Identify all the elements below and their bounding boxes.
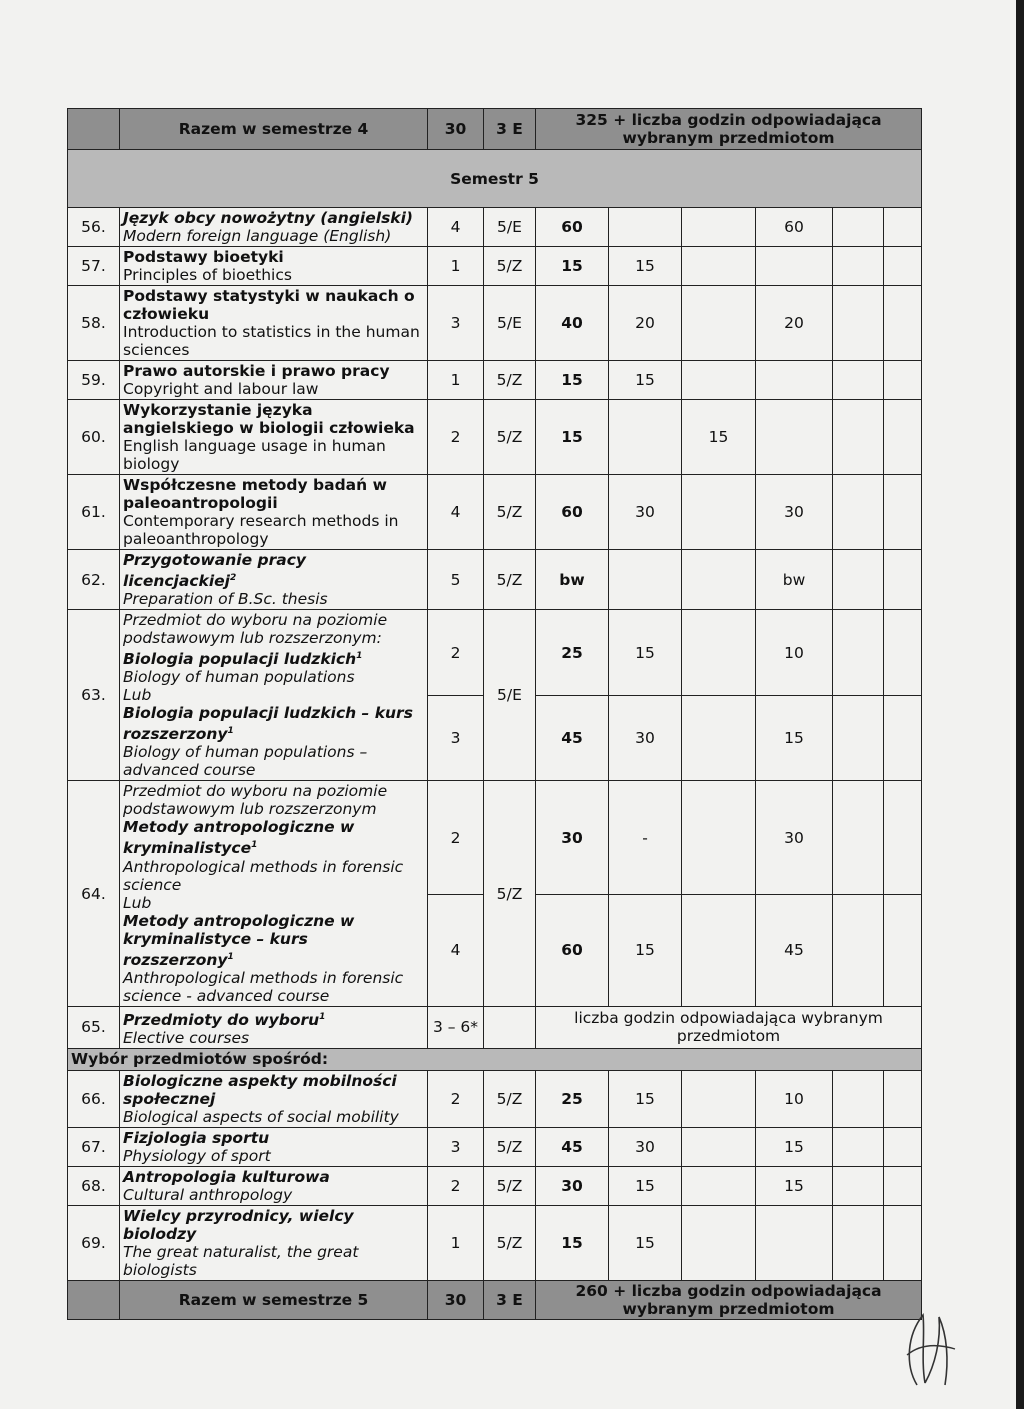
class-hours-cell: [682, 361, 756, 400]
total-hours-cell: 15: [536, 361, 609, 400]
course-name-pl-text: Przedmioty do wyboru: [123, 1010, 320, 1029]
semester-form-cell: 5/Z: [484, 1166, 536, 1205]
class-hours-cell: [682, 1205, 756, 1280]
ects-cell: 1: [428, 361, 484, 400]
lab-hours-cell: 10: [756, 610, 833, 696]
lecture-hours-cell: 30: [609, 1127, 682, 1166]
lecture-hours-cell: 20: [609, 286, 682, 361]
course-row: [68, 286, 922, 361]
ects-cell: 1: [428, 1205, 484, 1280]
lecture-hours-cell: 15: [609, 895, 682, 1007]
course-row: [68, 475, 922, 550]
semester-form-cell: 5/Z: [484, 550, 536, 610]
empty-cell: [884, 895, 922, 1007]
course-row: [68, 247, 922, 286]
semester-form-cell: 5/Z: [484, 781, 536, 1006]
total-hours-cell: 40: [536, 286, 609, 361]
empty-cell: [682, 550, 756, 610]
course-row: [68, 550, 922, 610]
course-name-pl-text: Metody antropologiczne w kryminalistyce: [123, 818, 355, 858]
empty-cell: [682, 610, 756, 696]
course-name-en: Copyright and labour law: [123, 380, 319, 398]
course-name-pl: Podstawy statystyki w naukach o człowieku: [123, 287, 415, 323]
course-name: [120, 1166, 428, 1205]
semester-form-cell: 5/Z: [484, 1070, 536, 1127]
semester-header: Semestr 5: [68, 150, 922, 208]
semester-form-cell: 5/Z: [484, 247, 536, 286]
choice-course-row: [68, 610, 922, 696]
ects-cell: 4: [428, 208, 484, 247]
empty-cell: [833, 361, 884, 400]
class-hours-cell: [682, 247, 756, 286]
course-name-pl-text: Biologia populacji ludzkich – kurs rozszerzony: [123, 704, 413, 744]
empty-cell: [884, 475, 922, 550]
course-name: [120, 400, 428, 475]
ects-cell: 3: [428, 1127, 484, 1166]
empty-cell: [884, 286, 922, 361]
empty-cell: [833, 1205, 884, 1280]
choice-course-row: [68, 781, 922, 895]
footnote-marker: 1: [227, 951, 234, 962]
empty-cell: [682, 895, 756, 1007]
course-name-en: Anthropological methods in forensic science - advanced course: [123, 968, 404, 1005]
lab-hours-cell: [756, 361, 833, 400]
lab-hours-cell: 15: [756, 1127, 833, 1166]
class-hours-cell: [682, 286, 756, 361]
course-row: [68, 1127, 922, 1166]
course-row: [68, 361, 922, 400]
semester-form-cell: 5/Z: [484, 400, 536, 475]
total-hours-cell: 15: [536, 1205, 609, 1280]
choice-intro: Przedmiot do wyboru na poziomie podstawowym lub rozszerzonym:: [123, 611, 388, 648]
course-name-pl: [123, 912, 424, 969]
empty-cell: [833, 1127, 884, 1166]
lab-hours-cell: 45: [756, 895, 833, 1007]
semester-form-cell: 5/Z: [484, 361, 536, 400]
empty-cell: [884, 400, 922, 475]
lab-hours-cell: 20: [756, 286, 833, 361]
course-name-pl-text: Metody antropologiczne w kryminalistyce – kurs rozszerzony: [123, 911, 355, 969]
semester-5-total-row: [68, 1280, 922, 1319]
course-row: [68, 1070, 922, 1127]
ects-cell: 2: [428, 400, 484, 475]
course-name: [120, 247, 428, 286]
empty-cell: [609, 550, 682, 610]
ects-cell: 3: [428, 286, 484, 361]
ects-cell: 1: [428, 247, 484, 286]
empty-cell: [68, 1280, 120, 1319]
row-number: 68.: [68, 1166, 120, 1205]
course-name-pl: Współczesne metody badań w paleoantropologii: [123, 476, 387, 512]
semester-form-cell: 5/E: [484, 610, 536, 781]
empty-cell: [484, 1006, 536, 1048]
course-row: [68, 400, 922, 475]
semester-form-cell: 5/E: [484, 286, 536, 361]
empty-cell: [833, 550, 884, 610]
class-hours-cell: 15: [682, 400, 756, 475]
course-name-en: Biology of human populations: [123, 668, 355, 687]
course-name: [120, 1205, 428, 1280]
scan-page-edge: [1016, 0, 1024, 1409]
empty-cell: [884, 1205, 922, 1280]
semester-form-cell: 5/Z: [484, 1205, 536, 1280]
course-name-pl: Fizjologia sportu: [123, 1128, 270, 1147]
row-number: 67.: [68, 1127, 120, 1166]
course-row: [68, 1166, 922, 1205]
ects-cell: 3 – 6*: [428, 1006, 484, 1048]
footnote-marker: 1: [227, 726, 234, 737]
course-name-en: Introduction to statistics in the human sciences: [123, 323, 420, 359]
empty-cell: [833, 610, 884, 696]
course-name-pl: [123, 704, 424, 743]
choice-header: Wybór przedmiotów spośród:: [68, 1048, 922, 1070]
lecture-hours-cell: -: [609, 781, 682, 895]
semester-total-label: Razem w semestrze 4: [120, 109, 428, 150]
total-hours-cell: bw: [536, 550, 609, 610]
semester-form-cell: 5/Z: [484, 475, 536, 550]
class-hours-cell: [682, 1127, 756, 1166]
empty-cell: [884, 1127, 922, 1166]
ects-cell: 4: [428, 895, 484, 1007]
lab-hours-cell: [756, 400, 833, 475]
empty-cell: [833, 475, 884, 550]
footnote-marker: 2: [229, 573, 237, 583]
ects-cell: 2: [428, 1166, 484, 1205]
or-label: Lub: [123, 686, 152, 705]
row-number: 57.: [68, 247, 120, 286]
empty-cell: [884, 550, 922, 610]
class-hours-cell: [682, 208, 756, 247]
lecture-hours-cell: [609, 400, 682, 475]
empty-cell: [833, 895, 884, 1007]
row-number: 60.: [68, 400, 120, 475]
empty-cell: [833, 781, 884, 895]
course-name-pl: Podstawy bioetyki: [123, 248, 284, 266]
row-number: 64.: [68, 781, 120, 1006]
empty-cell: [833, 400, 884, 475]
course-name-pl: Prawo autorskie i prawo pracy: [123, 362, 390, 380]
course-name: [120, 1070, 428, 1127]
course-name: [120, 286, 428, 361]
course-name-pl: Wykorzystanie języka angielskiego w biologii człowieka: [123, 401, 415, 437]
course-name-pl: Biologiczne aspekty mobilności społecznej: [123, 1071, 397, 1108]
semester-total-hours: 325 + liczba godzin odpowiadająca wybranym przedmiotom: [536, 109, 922, 150]
total-hours-cell: 25: [536, 1070, 609, 1127]
total-hours-cell: 25: [536, 610, 609, 696]
row-number: 61.: [68, 475, 120, 550]
lecture-hours-cell: 15: [609, 1205, 682, 1280]
ects-cell: 4: [428, 475, 484, 550]
total-hours-cell: 60: [536, 208, 609, 247]
course-row: [68, 208, 922, 247]
empty-cell: [884, 1166, 922, 1205]
lecture-hours-cell: 15: [609, 1166, 682, 1205]
lab-hours-cell: bw: [756, 550, 833, 610]
empty-cell: [833, 696, 884, 781]
empty-cell: [884, 696, 922, 781]
class-hours-cell: [682, 1070, 756, 1127]
course-name: [120, 1127, 428, 1166]
empty-cell: [884, 610, 922, 696]
course-name-en: English language usage in human biology: [123, 437, 386, 473]
course-name-en: The great naturalist, the great biologists: [123, 1242, 359, 1279]
row-number: 62.: [68, 550, 120, 610]
course-name-en: Modern foreign language (English): [123, 227, 392, 245]
handwritten-signature: [895, 1305, 965, 1390]
semester-4-total-row: [68, 109, 922, 150]
course-name-en: Biological aspects of social mobility: [123, 1107, 399, 1126]
course-name-en: Principles of bioethics: [123, 266, 292, 284]
empty-cell: [833, 286, 884, 361]
row-number: 63.: [68, 610, 120, 781]
empty-cell: [884, 1070, 922, 1127]
course-name: [120, 550, 428, 610]
class-hours-cell: [682, 1166, 756, 1205]
course-row: [68, 1205, 922, 1280]
course-name: [120, 208, 428, 247]
total-hours-cell: 15: [536, 400, 609, 475]
row-number: 69.: [68, 1205, 120, 1280]
semester-total-ects: 30: [428, 109, 484, 150]
course-name-en: Physiology of sport: [123, 1146, 271, 1165]
lab-hours-cell: 30: [756, 781, 833, 895]
course-name-pl: [123, 647, 424, 668]
footnote-marker: 1: [356, 651, 363, 662]
course-name: [120, 475, 428, 550]
empty-cell: [884, 361, 922, 400]
semester-total-label: Razem w semestrze 5: [120, 1280, 428, 1319]
course-name-en: Anthropological methods in forensic science: [123, 857, 404, 894]
empty-cell: [884, 781, 922, 895]
lab-hours-cell: 15: [756, 696, 833, 781]
empty-cell: [833, 1166, 884, 1205]
course-name-pl: [123, 818, 424, 857]
course-name-en: Cultural anthropology: [123, 1185, 293, 1204]
total-hours-cell: 15: [536, 247, 609, 286]
row-number: 66.: [68, 1070, 120, 1127]
choice-intro: Przedmiot do wyboru na poziomie podstawowym lub rozszerzonym: [123, 782, 388, 819]
row-number: 58.: [68, 286, 120, 361]
semester-form-cell: 5/E: [484, 208, 536, 247]
course-name-pl: Wielcy przyrodnicy, wielcy biolodzy: [123, 1206, 354, 1243]
ects-cell: 2: [428, 781, 484, 895]
footnote-marker: 1: [251, 840, 258, 851]
elective-row: [68, 1006, 922, 1048]
lab-hours-cell: 10: [756, 1070, 833, 1127]
row-number: 59.: [68, 361, 120, 400]
course-name-pl: [123, 551, 424, 590]
lab-hours-cell: 60: [756, 208, 833, 247]
total-hours-cell: 60: [536, 475, 609, 550]
course-name-pl: Antropologia kulturowa: [123, 1167, 330, 1186]
empty-cell: [884, 208, 922, 247]
lecture-hours-cell: 15: [609, 610, 682, 696]
lecture-hours-cell: 15: [609, 1070, 682, 1127]
ects-cell: 5: [428, 550, 484, 610]
elective-hours-note: liczba godzin odpowiadająca wybranym przedmiotom: [536, 1006, 922, 1048]
lecture-hours-cell: 15: [609, 361, 682, 400]
ects-cell: 2: [428, 1070, 484, 1127]
course-name-en: Contemporary research methods in paleoanthropology: [123, 512, 399, 548]
lab-hours-cell: [756, 1205, 833, 1280]
lab-hours-cell: 15: [756, 1166, 833, 1205]
lecture-hours-cell: 30: [609, 696, 682, 781]
course-name-en: Preparation of B.Sc. thesis: [123, 590, 328, 609]
semester-total-hours: 260 + liczba godzin odpowiadająca wybranym przedmiotom: [536, 1280, 922, 1319]
semester-total-exams: 3 E: [484, 1280, 536, 1319]
total-hours-cell: 45: [536, 1127, 609, 1166]
choice-header-row: [68, 1048, 922, 1070]
course-name-pl-text: Biologia populacji ludzkich: [123, 650, 357, 669]
total-hours-cell: 30: [536, 781, 609, 895]
semester-total-ects: 30: [428, 1280, 484, 1319]
empty-cell: [884, 247, 922, 286]
or-label: Lub: [123, 893, 152, 912]
course-name-pl: [123, 1008, 424, 1029]
semester-header-row: [68, 150, 922, 208]
lab-hours-cell: [756, 247, 833, 286]
curriculum-table: [67, 108, 922, 1320]
empty-cell: [682, 696, 756, 781]
course-name: [120, 361, 428, 400]
course-name: [120, 610, 428, 781]
row-number: 56.: [68, 208, 120, 247]
semester-total-exams: 3 E: [484, 109, 536, 150]
ects-cell: 2: [428, 610, 484, 696]
total-hours-cell: 45: [536, 696, 609, 781]
course-name: [120, 781, 428, 1006]
row-number: 65.: [68, 1006, 120, 1048]
semester-form-cell: 5/Z: [484, 1127, 536, 1166]
course-name-pl: Język obcy nowożytny (angielski): [123, 209, 414, 227]
course-name-en: Elective courses: [123, 1028, 250, 1047]
total-hours-cell: 30: [536, 1166, 609, 1205]
lecture-hours-cell: 30: [609, 475, 682, 550]
empty-cell: [833, 247, 884, 286]
empty-cell: [833, 1070, 884, 1127]
class-hours-cell: [682, 475, 756, 550]
course-name-en: Biology of human populations – advanced course: [123, 743, 368, 780]
total-hours-cell: 60: [536, 895, 609, 1007]
lecture-hours-cell: [609, 208, 682, 247]
footnote-marker: 1: [319, 1011, 326, 1022]
empty-cell: [833, 208, 884, 247]
course-name-pl-text: Przygotowanie pracy licencjackiej: [123, 551, 306, 591]
empty-cell: [68, 109, 120, 150]
empty-cell: [682, 781, 756, 895]
ects-cell: 3: [428, 696, 484, 781]
course-name: [120, 1006, 428, 1048]
lecture-hours-cell: 15: [609, 247, 682, 286]
lab-hours-cell: 30: [756, 475, 833, 550]
